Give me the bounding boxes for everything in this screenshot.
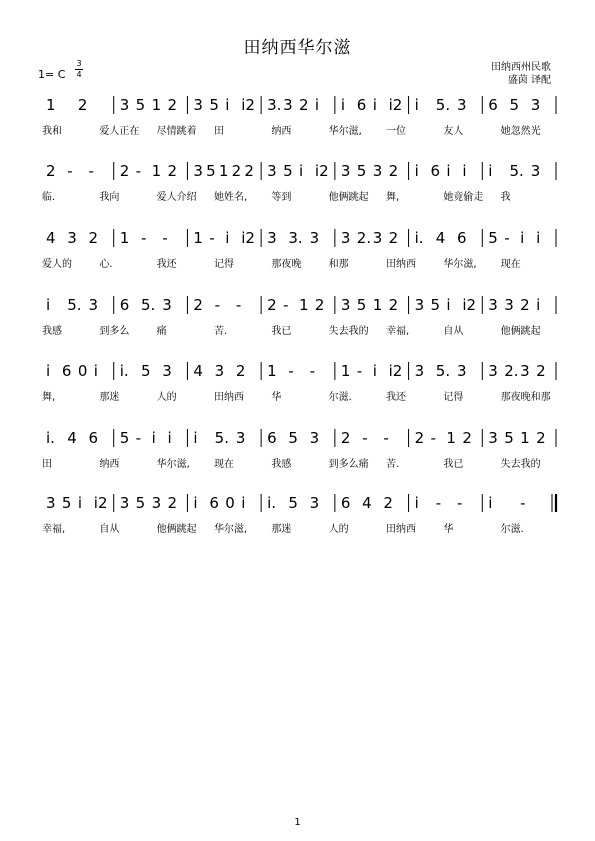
lyric: 田 — [42, 459, 52, 470]
page-number: 1 — [294, 817, 301, 828]
lyric: 尔滋. — [328, 392, 352, 403]
note: 1 — [119, 229, 130, 247]
note: 3 — [414, 296, 425, 314]
lyric: 田 — [214, 126, 224, 137]
note: 2 — [231, 162, 242, 180]
note: 2 — [119, 162, 130, 180]
system-1 — [42, 96, 556, 137]
note: 6 — [119, 296, 130, 314]
note: 3 — [162, 296, 172, 314]
note: i — [46, 362, 51, 380]
note: 2 — [388, 162, 399, 180]
note: - — [430, 429, 436, 447]
note: 3 — [414, 362, 425, 380]
note: 2 — [267, 296, 277, 314]
note: i — [488, 162, 493, 180]
note: i — [446, 162, 451, 180]
note: i — [167, 429, 172, 447]
lyric: 尽情跳着 — [156, 126, 197, 137]
lyric: 失去我的 — [328, 326, 369, 337]
note: 1 — [267, 362, 277, 380]
note: - — [383, 429, 389, 447]
lyric: 幸福, — [386, 326, 410, 337]
lyric: 我和 — [42, 126, 62, 137]
note: 1 — [340, 362, 351, 380]
lyric: 她忽然光 — [500, 126, 541, 137]
lyric: 纳西 — [271, 126, 292, 137]
note: 3 — [372, 162, 383, 180]
lyric: 自从 — [443, 326, 464, 337]
lyric: 田纳西 — [386, 524, 416, 535]
note: 0 — [225, 494, 235, 512]
lyric: 我还 — [156, 259, 177, 270]
note: 5 — [356, 296, 367, 314]
note: 3 — [267, 229, 277, 247]
note: 5. — [214, 429, 229, 447]
note: 6 — [457, 229, 467, 247]
lyric: 爱人的 — [42, 259, 72, 270]
note: - — [435, 494, 442, 512]
lyric: 痛 — [156, 326, 167, 337]
note: i — [193, 429, 198, 447]
note: 3 — [530, 96, 541, 114]
note: 3 — [340, 296, 351, 314]
note: 3 — [235, 429, 246, 447]
lyric: 我感 — [42, 326, 62, 337]
lyric: 友人 — [443, 126, 464, 137]
lyric: 记得 — [214, 259, 234, 270]
note: 2 — [193, 296, 203, 314]
lyric: 田纳西 — [386, 259, 416, 270]
note: 4 — [193, 362, 203, 380]
note: i — [414, 162, 419, 180]
page-title: 田纳西华尔滋 — [243, 38, 352, 58]
system-3 — [42, 229, 556, 270]
note: i — [414, 96, 419, 114]
note: i2 — [241, 96, 255, 114]
note: 6 — [61, 362, 72, 380]
note: 3 — [504, 296, 514, 314]
note: 1 — [151, 162, 162, 180]
lyric: 她姓名, — [214, 192, 248, 203]
note: 1 — [193, 229, 203, 247]
note: 2 — [167, 96, 178, 114]
note: - — [356, 362, 363, 380]
note: i — [299, 162, 304, 180]
note: i2 — [241, 229, 255, 247]
note: - — [235, 296, 242, 314]
note: 2 — [88, 229, 99, 247]
note: 5. — [67, 296, 82, 314]
lyric: 那夜晚 — [271, 259, 302, 270]
note: 4 — [67, 429, 77, 447]
note: 3 — [119, 96, 130, 114]
credit-source: 田纳西州民歌 — [491, 62, 551, 73]
lyric: 华尔滋, — [328, 126, 362, 137]
note: i2 — [388, 96, 403, 114]
note: i — [241, 494, 246, 512]
note: i — [536, 296, 541, 314]
note: 3 — [309, 229, 320, 247]
note: 2 — [388, 229, 399, 247]
note: 5 — [356, 162, 367, 180]
note: 3 — [488, 362, 498, 380]
system-6 — [42, 429, 556, 470]
lyric: 现在 — [214, 459, 234, 470]
lyric: 那夜晚和那 — [500, 392, 551, 403]
note: 1 — [46, 96, 56, 114]
note: - — [283, 296, 289, 314]
note: - — [214, 296, 221, 314]
note: i — [372, 96, 377, 114]
lyric: 舞, — [42, 392, 56, 403]
note: 3 — [520, 362, 530, 380]
note: 6 — [356, 96, 367, 114]
note: i — [462, 162, 467, 180]
note: 3 — [340, 229, 351, 247]
lyric: 心. — [99, 259, 113, 270]
note: i — [536, 229, 541, 247]
lyric: 他俩跳起 — [328, 192, 369, 203]
lyric: 我感 — [271, 459, 292, 470]
note: 5 — [135, 96, 146, 114]
note: 3 — [119, 494, 130, 512]
lyric: 幸福, — [42, 524, 66, 535]
note: 2 — [77, 96, 88, 114]
lyric: 我还 — [386, 392, 406, 403]
note: - — [288, 362, 294, 380]
system-7 — [42, 494, 556, 535]
note: i — [314, 96, 320, 114]
lyric: 现在 — [500, 259, 521, 270]
note: - — [67, 162, 73, 180]
note: 2 — [462, 429, 472, 447]
note: 3 — [488, 429, 498, 447]
note: i — [225, 229, 230, 247]
note: i. — [46, 429, 55, 447]
note: - — [162, 229, 168, 247]
note: i — [193, 494, 198, 512]
lyric: 舞, — [386, 192, 400, 203]
lyric: 我向 — [99, 192, 120, 203]
note: 5 — [206, 162, 216, 180]
note: i2 — [462, 296, 477, 314]
note: - — [140, 229, 147, 247]
note: 2 — [536, 362, 546, 380]
note: 1 — [372, 296, 383, 314]
note: 5 — [61, 494, 72, 512]
note: 6 — [88, 429, 99, 447]
note: i — [340, 96, 346, 114]
note: 2. — [356, 229, 372, 247]
lyric: 华 — [443, 524, 454, 535]
note: - — [135, 429, 142, 447]
lyric: 华尔滋, — [443, 259, 477, 270]
note: 3 — [267, 162, 277, 180]
note: 4 — [435, 229, 446, 247]
lyric: 我已 — [271, 326, 292, 337]
note: 3. — [288, 229, 303, 247]
note: i — [520, 229, 525, 247]
note: i. — [414, 229, 424, 247]
note: 1 — [218, 162, 229, 180]
time-sig-bottom: 4 — [76, 70, 82, 79]
note: 6 — [488, 96, 498, 114]
lyric: 人的 — [156, 392, 177, 403]
note: 5 — [140, 362, 151, 380]
credit-arranger: 盛茵 译配 — [507, 75, 551, 86]
note: i — [77, 494, 83, 512]
note: - — [520, 494, 526, 512]
note: 2. — [504, 362, 519, 380]
lyric: 他俩跳起 — [500, 326, 541, 337]
lyric: 失去我的 — [500, 459, 541, 470]
note: 1 — [299, 296, 309, 314]
note: 2 — [383, 494, 393, 512]
time-sig-top: 3 — [76, 59, 82, 68]
note: 5. — [140, 296, 156, 314]
lyric: 华尔滋, — [156, 459, 190, 470]
note: i2 — [93, 494, 108, 512]
note: i — [414, 494, 419, 512]
note: 5 — [504, 429, 514, 447]
lyric: 纳西 — [99, 459, 120, 470]
note: 2 — [340, 429, 351, 447]
note: i — [151, 429, 156, 447]
note: i. — [119, 362, 129, 380]
note: 2 — [299, 96, 309, 114]
lyric: 尔滋. — [500, 524, 524, 535]
note: 6 — [209, 494, 219, 512]
note: i2 — [314, 162, 329, 180]
lyric: 到多么痛 — [328, 459, 369, 470]
note: 5 — [119, 429, 130, 447]
note: 2 — [388, 296, 399, 314]
note: - — [309, 362, 316, 380]
note: 1 — [446, 429, 456, 447]
note: 5 — [288, 429, 298, 447]
note: 5 — [430, 296, 441, 314]
lyric: 一位 — [386, 126, 406, 137]
note: 3 — [488, 296, 498, 314]
note: 0 — [77, 362, 88, 380]
lyric: 那迷 — [99, 392, 120, 403]
note: - — [88, 162, 94, 180]
note: 3 — [340, 162, 351, 180]
note: 3 — [530, 162, 541, 180]
note: 2 — [536, 429, 546, 447]
note: 6 — [430, 162, 441, 180]
note: i — [488, 494, 493, 512]
note: 5 — [509, 96, 520, 114]
lyric: 临. — [42, 192, 56, 203]
note: 3. — [267, 96, 282, 114]
note: 3 — [283, 96, 293, 114]
note: 2 — [167, 162, 178, 180]
note: 3 — [457, 362, 467, 380]
lyric: 爱人正在 — [99, 126, 140, 137]
note: i — [46, 296, 51, 314]
note: i. — [267, 494, 277, 512]
lyric: 和那 — [328, 259, 349, 270]
lyric: 他俩跳起 — [156, 524, 197, 535]
note: - — [362, 429, 368, 447]
note: 4 — [46, 229, 56, 247]
note: 6 — [267, 429, 277, 447]
note: 5 — [209, 96, 219, 114]
note: 1 — [520, 429, 530, 447]
lyric: 爱人介绍 — [156, 192, 197, 203]
note: i — [225, 96, 230, 114]
note: 1 — [151, 96, 162, 114]
note: 5. — [435, 362, 451, 380]
note: 3 — [309, 429, 320, 447]
lyric: 华 — [271, 392, 282, 403]
system-4 — [42, 296, 556, 337]
note: 2 — [244, 162, 254, 180]
system-2 — [42, 162, 556, 203]
note: 3 — [193, 162, 203, 180]
note: i2 — [388, 362, 403, 380]
lyric: 记得 — [443, 392, 464, 403]
lyric: 苦. — [214, 326, 228, 337]
note: 2 — [520, 296, 530, 314]
note: 5 — [488, 229, 498, 247]
note: i — [93, 362, 98, 380]
note: - — [457, 494, 463, 512]
note: - — [135, 162, 142, 180]
lyric: 我已 — [443, 459, 464, 470]
note: 5 — [135, 494, 146, 512]
note: - — [209, 229, 215, 247]
lyric: 田纳西 — [214, 392, 244, 403]
note: 3 — [214, 362, 225, 380]
note: 2 — [314, 296, 325, 314]
note: 3 — [151, 494, 162, 512]
note: 6 — [340, 494, 351, 512]
note: 5 — [283, 162, 293, 180]
key-signature: 1= C — [38, 68, 66, 81]
note: 3 — [372, 229, 383, 247]
note: 5. — [509, 162, 524, 180]
note: 5. — [435, 96, 451, 114]
note: 3 — [67, 229, 77, 247]
note: i — [446, 296, 451, 314]
note: 3 — [88, 296, 99, 314]
lyric: 我 — [500, 192, 511, 203]
note: 2 — [235, 362, 246, 380]
note: 2 — [46, 162, 56, 180]
note: - — [504, 229, 510, 247]
note: 3 — [457, 96, 467, 114]
note: 3 — [162, 362, 172, 380]
lyric: 那迷 — [271, 524, 292, 535]
note: 3 — [309, 494, 320, 512]
lyric: 人的 — [328, 524, 349, 535]
note: 3 — [46, 494, 56, 512]
system-5 — [42, 362, 556, 403]
lyric: 到多么 — [99, 326, 130, 337]
note: 5 — [288, 494, 298, 512]
note: 2 — [167, 494, 178, 512]
note: 2 — [414, 429, 425, 447]
lyric: 华尔滋, — [214, 524, 248, 535]
lyric: 自从 — [99, 524, 120, 535]
lyric: 苦. — [386, 459, 400, 470]
lyric: 她竟偷走 — [443, 192, 484, 203]
note: 4 — [362, 494, 372, 512]
lyric: 等到 — [271, 192, 292, 203]
note: 3 — [193, 96, 203, 114]
note: i — [372, 362, 377, 380]
